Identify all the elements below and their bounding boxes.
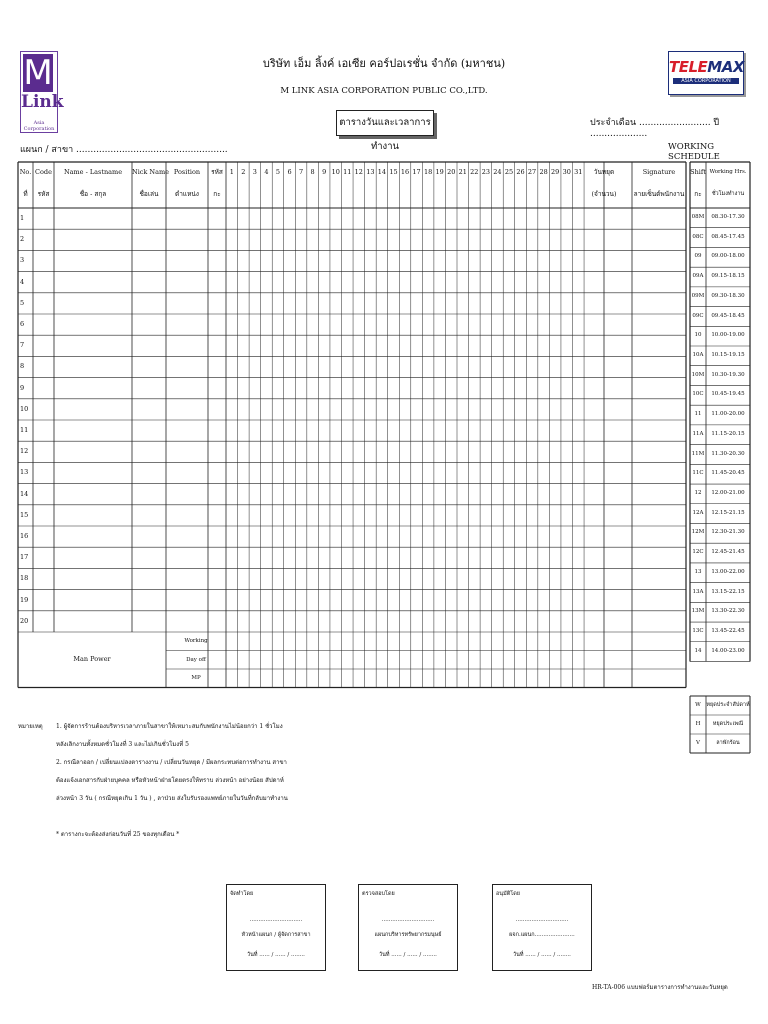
day-number-header: 3 <box>252 168 257 176</box>
shift-hours: 10.30-19.30 <box>711 371 745 378</box>
day-number-header: 29 <box>551 168 560 176</box>
shift-hours: 11.15-20.15 <box>711 430 745 437</box>
row-number: 15 <box>20 510 29 519</box>
approval-date: วันที่ ...... / ...... / ........ <box>513 952 571 958</box>
header-signature-th: ลายเซ็นต์พนักงาน <box>633 190 685 198</box>
row-number: 6 <box>20 320 25 328</box>
row-number: 5 <box>20 298 25 307</box>
shift-code: 11C <box>692 470 704 477</box>
logo-letter: M <box>23 53 53 93</box>
shift-code: 13C <box>692 628 704 635</box>
department-field: แผนก / สาขา ..................................................... <box>20 145 228 155</box>
man-power-label: Man Power <box>73 655 111 663</box>
row-number: 16 <box>20 532 29 540</box>
row-number: 12 <box>20 447 29 456</box>
legend-code: V <box>696 740 700 746</box>
day-number-header: 13 <box>366 168 375 176</box>
shift-hours: 11.00-20.00 <box>711 411 745 418</box>
day-number-header: 15 <box>389 168 398 176</box>
day-number-header: 5 <box>275 168 281 176</box>
form-code: HR-TA-006 แบบฟอร์มตารางการทำงานและวันหยุด <box>592 984 728 991</box>
shift-code: 11 <box>694 411 702 418</box>
shift-hours: 08.45-17.45 <box>711 233 745 240</box>
shift-code: 10C <box>692 391 704 398</box>
header-code-th: รหัส <box>37 190 50 198</box>
row-number: 20 <box>20 616 29 625</box>
row-number: 10 <box>20 404 29 413</box>
day-number-header: 21 <box>458 168 467 176</box>
note-line: หลังเลิกงานทั้งหมดชั่วโมงที่ 3 และไม่เกินชั่วโมงที่ 5 <box>56 741 189 748</box>
row-number: 13 <box>20 468 29 477</box>
header-shift: Shift <box>690 168 706 176</box>
logo-word: Link <box>21 92 64 112</box>
telemax-max: MAX <box>707 58 744 76</box>
day-number-header: 24 <box>493 168 502 176</box>
day-number-header: 14 <box>377 168 387 176</box>
shift-code: 09M <box>691 292 705 299</box>
day-number-header: 27 <box>527 168 537 176</box>
day-number-header: 25 <box>504 168 514 176</box>
day-number-header: 19 <box>435 168 444 176</box>
header-shift-code-2: กะ <box>213 190 221 198</box>
day-number-header: 10 <box>331 168 340 176</box>
shift-hours: 09.15-18.15 <box>711 273 745 280</box>
shift-code: 12C <box>692 549 704 556</box>
shift-code: 10M <box>691 371 705 378</box>
signature-line: .............................. <box>381 917 435 923</box>
telemax-caption: ASIA CORPORATION <box>673 78 739 84</box>
day-number-header: 1 <box>229 168 234 176</box>
shift-code: 14 <box>694 647 702 654</box>
day-number-header: 23 <box>481 168 490 176</box>
shift-hours: 09.00-18.00 <box>711 253 745 260</box>
header-nickname-th: ชื่อเล่น <box>139 190 159 198</box>
logo-caption: Asia Corporation <box>23 120 55 132</box>
shift-hours: 13.45-22.45 <box>711 628 745 635</box>
shift-code: 13 <box>694 568 702 575</box>
shift-hours: 13.00-22.00 <box>711 568 745 575</box>
shift-hours: 13.15-22.15 <box>711 588 745 595</box>
header-working-hours: Working Hrs. <box>709 169 747 175</box>
header-signature: Signature <box>642 168 676 176</box>
approval-title: อนุมัติโดย <box>496 891 521 897</box>
note-line: 2. กรณีลาออก / เปลี่ยนแปลงตารางงาน / เปลี่ยนวันหยุด / มีผลกระทบต่อการทำงาน สาขา <box>56 759 287 766</box>
day-number-header: 20 <box>447 168 456 176</box>
header-holiday-count: (จำนวน) <box>591 190 617 198</box>
shift-hours: 11.30-20.30 <box>711 450 745 457</box>
day-number-header: 18 <box>423 168 433 176</box>
day-number-header: 26 <box>516 168 525 176</box>
notes-section <box>18 722 288 838</box>
header-nickname: Nick Name <box>132 168 169 176</box>
legend-code: W <box>695 702 701 708</box>
approval-title: ตรวจสอบโดย <box>362 891 395 897</box>
row-number: 1 <box>20 214 25 222</box>
shift-code: 13M <box>691 608 705 615</box>
deadline-note: * ตารางกะจะต้องส่งก่อนวันที่ 25 ของทุกเดือน * <box>56 831 180 838</box>
day-number-header: 22 <box>470 168 479 176</box>
row-number: 9 <box>20 383 25 392</box>
summary-row-label: Day off <box>186 656 206 663</box>
shift-hours: 09.30-18.30 <box>711 292 745 299</box>
row-number: 4 <box>20 277 25 286</box>
shift-code: 12 <box>694 490 702 497</box>
legend-label: หยุดประเพณี <box>712 721 744 727</box>
shift-hours: 11.45-20.45 <box>711 470 745 477</box>
shift-code: 09C <box>692 312 704 319</box>
day-number-header: 8 <box>310 168 315 176</box>
shift-code: 12A <box>692 509 704 516</box>
shift-code: 10A <box>692 352 704 358</box>
header-shift-th: กะ <box>694 190 702 198</box>
shift-hours: 08.30-17.30 <box>711 214 745 220</box>
legend-label: ลาพักร้อน <box>716 740 740 746</box>
day-number-header: 11 <box>343 168 352 176</box>
summary-row-label: Working <box>184 638 208 644</box>
signature-line: .............................. <box>249 917 303 923</box>
form-title: ตารางวันและเวลาการทำงาน <box>336 110 434 136</box>
working-schedule-label: WORKING SCHEDULE <box>668 142 720 162</box>
shift-code: 12M <box>691 529 705 536</box>
note-line: ล่วงหน้า 3 วัน ( กรณีหยุดเกิน 1 วัน ) , ลาป่วย ส่งใบรับรองแพทย์ภายในวันที่กลับมาทำงาน <box>56 795 288 802</box>
day-number-header: 4 <box>264 168 269 176</box>
day-number-header: 6 <box>287 168 292 176</box>
header-no: No. <box>19 168 32 176</box>
approval-box-prepared <box>226 884 326 971</box>
shift-hours: 14.00-23.00 <box>711 647 745 654</box>
header-shift-code: รหัส <box>211 168 223 176</box>
shift-hours: 12.00-21.00 <box>711 490 745 497</box>
shift-code: 13A <box>692 588 704 595</box>
company-name-english: M LINK ASIA CORPORATION PUBLIC CO.,LTD. <box>280 86 488 96</box>
notes-label: หมายเหตุ <box>18 723 43 730</box>
shift-code: 08M <box>691 214 705 220</box>
shift-hours: 13.30-22.30 <box>711 608 745 615</box>
row-number: 18 <box>20 574 29 583</box>
day-number-header: 28 <box>539 168 548 176</box>
shift-code: 11M <box>691 450 705 457</box>
row-number: 2 <box>20 235 25 244</box>
shift-hours: 10.00-19.00 <box>711 332 745 339</box>
shift-hours: 12.30-21.30 <box>711 529 745 536</box>
shift-hours: 09.45-18.45 <box>711 312 745 319</box>
row-number: 14 <box>20 489 29 498</box>
day-number-header: 12 <box>354 168 363 176</box>
day-number-header: 31 <box>574 168 583 176</box>
signature-line: .............................. <box>515 917 569 923</box>
approval-date: วันที่ ...... / ...... / ........ <box>247 952 305 958</box>
row-number: 11 <box>20 426 29 434</box>
shift-hours: 12.45-21.45 <box>711 549 745 556</box>
header-name: Name - Lastname <box>63 168 123 176</box>
legend-code: H <box>695 721 701 727</box>
approval-role: ผจก.แผนก....................... <box>509 932 575 938</box>
day-number-header: 7 <box>299 168 304 176</box>
row-number: 19 <box>20 595 29 604</box>
shift-hours: 10.15-19.15 <box>711 352 745 358</box>
approval-date: วันที่ ...... / ...... / ........ <box>379 952 437 958</box>
row-number: 8 <box>20 362 25 371</box>
day-number-header: 17 <box>412 168 421 176</box>
row-number: 3 <box>20 256 25 265</box>
shift-hours: 12.15-21.15 <box>711 509 745 516</box>
header-working-hours-th: ชั่วโมงทำงาน <box>711 191 745 197</box>
legend-label: หยุดประจำสัปดาห์ <box>706 702 750 708</box>
shift-code: 09 <box>694 253 702 260</box>
day-number-header: 2 <box>241 168 246 176</box>
row-number: 7 <box>20 341 25 350</box>
day-number-header: 30 <box>562 168 571 176</box>
day-number-header: 16 <box>400 168 410 176</box>
header-holiday: วันหยุด <box>593 168 615 176</box>
note-line: 1. ผู้จัดการร้านต้องบริหารเวลาภายในสาขาให้เหมาะสมกับพนักงานไม่น้อยกว่า 1 ชั่วโมง <box>56 723 283 730</box>
shift-code: 10 <box>694 332 702 339</box>
approval-box-checked <box>358 884 458 971</box>
note-line: ต้องแจ้งเอกสารกับฝ่ายบุคคล หรือหัวหน้าฝ่ายโดยตรงให้ทราบ ล่วงหน้า อย่างน้อย สัปดาห์ <box>56 777 284 784</box>
summary-row-label: MP <box>191 675 201 681</box>
month-year-field: ประจำเดือน ......................... ปี .................... <box>590 118 720 139</box>
header-code: Code <box>35 168 52 176</box>
row-number: 17 <box>20 553 29 562</box>
shift-code: 11A <box>692 430 704 437</box>
approval-role: แผนกบริหารทรัพยากรมนุษย์ <box>374 932 442 938</box>
header-position: Position <box>173 168 201 176</box>
approval-box-approved <box>492 884 592 971</box>
header-name-th: ชื่อ - สกุล <box>79 190 107 198</box>
approval-title: จัดทำโดย <box>230 891 254 897</box>
header-position-th: ตำแหน่ง <box>175 190 199 198</box>
day-number-header: 9 <box>322 168 327 176</box>
telemax-tele: TELE <box>669 58 708 76</box>
company-name-thai: บริษัท เอ็ม ลิ้งค์ เอเซีย คอร์ปอเรชั่น จำกัด (มหาชน) <box>262 57 506 70</box>
approval-role: หัวหน้าแผนก / ผู้จัดการสาขา <box>241 932 311 938</box>
header-no-th: ที่ <box>23 190 28 198</box>
shift-code: 09A <box>692 273 704 280</box>
shift-code: 08C <box>692 233 704 240</box>
shift-hours: 10.45-19.45 <box>711 391 745 398</box>
